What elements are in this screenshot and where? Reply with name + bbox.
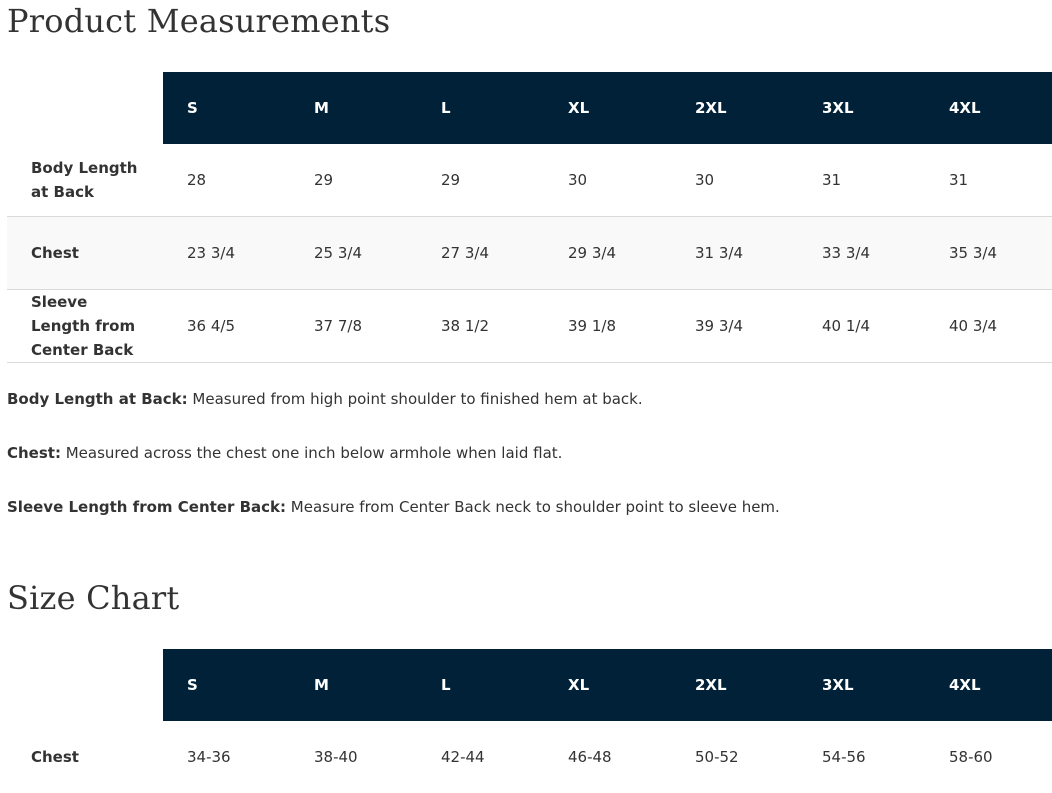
size-header: XL [544, 72, 671, 144]
size-header: 3XL [798, 649, 925, 721]
note-term: Chest: [7, 444, 61, 462]
size-header: 4XL [925, 649, 1052, 721]
table-cell: 36 4/5 [163, 290, 290, 363]
size-header: 3XL [798, 72, 925, 144]
measurement-note [7, 390, 643, 408]
table-cell: 29 3/4 [544, 217, 671, 290]
table-header-row [7, 72, 1052, 144]
size-header: 4XL [925, 72, 1052, 144]
note-term: Body Length at Back: [7, 390, 188, 408]
size-header: 2XL [671, 649, 798, 721]
header-blank-cell [7, 72, 163, 144]
table-cell: 25 3/4 [290, 217, 417, 290]
size-chart-title: Size Chart [7, 579, 180, 617]
note-term: Sleeve Length from Center Back: [7, 498, 287, 516]
row-label: Chest [7, 217, 163, 290]
measurement-note [7, 498, 780, 516]
table-cell: 33 3/4 [798, 217, 925, 290]
row-label: Sleeve Length from Center Back [7, 290, 163, 363]
table-cell: 28 [163, 144, 290, 217]
size-header: L [417, 72, 544, 144]
table-cell: 50-52 [695, 748, 739, 766]
table-cell: 42-44 [441, 748, 485, 766]
table-row [7, 721, 1052, 793]
header-blank-cell [7, 649, 163, 721]
table-cell: 35 3/4 [925, 217, 1052, 290]
table-cell: 31 3/4 [671, 217, 798, 290]
table-cell: 58-60 [949, 748, 993, 766]
table-cell: 29 [290, 144, 417, 217]
note-text: Measured from high point shoulder to finished hem at back. [187, 390, 643, 408]
table-cell: 30 [671, 144, 798, 217]
table-cell: 30 [544, 144, 671, 217]
note-text: Measure from Center Back neck to shoulder point to sleeve hem. [286, 498, 780, 516]
size-header: S [163, 649, 290, 721]
table-row [7, 217, 1052, 290]
table-cell: 29 [417, 144, 544, 217]
table-cell: 31 [925, 144, 1052, 217]
size-header: S [163, 72, 290, 144]
size-header: M [290, 649, 417, 721]
size-header: XL [544, 649, 671, 721]
note-text: Measured across the chest one inch below armhole when laid flat. [60, 444, 563, 462]
size-header: L [417, 649, 544, 721]
table-cell: 34-36 [187, 748, 231, 766]
table-cell: 39 1/8 [544, 290, 671, 363]
table-row [7, 290, 1052, 363]
table-header-row [7, 649, 1052, 721]
table-cell: 54-56 [822, 748, 866, 766]
row-label: Body Length at Back [7, 144, 163, 217]
product-measurements-title: Product Measurements [7, 2, 391, 40]
size-header: M [290, 72, 417, 144]
table-cell: 40 3/4 [925, 290, 1052, 363]
product-measurements-table [7, 72, 1052, 363]
table-cell: 38-40 [314, 748, 358, 766]
table-cell: 37 7/8 [290, 290, 417, 363]
table-cell: 38 1/2 [417, 290, 544, 363]
table-row [7, 144, 1052, 217]
table-cell: 23 3/4 [163, 217, 290, 290]
table-cell: 40 1/4 [798, 290, 925, 363]
measurement-note [7, 444, 562, 462]
row-label: Chest [31, 748, 79, 766]
size-chart-table [7, 649, 1052, 793]
size-header: 2XL [671, 72, 798, 144]
table-cell: 31 [798, 144, 925, 217]
table-cell: 46-48 [568, 748, 612, 766]
table-cell: 27 3/4 [417, 217, 544, 290]
table-cell: 39 3/4 [671, 290, 798, 363]
